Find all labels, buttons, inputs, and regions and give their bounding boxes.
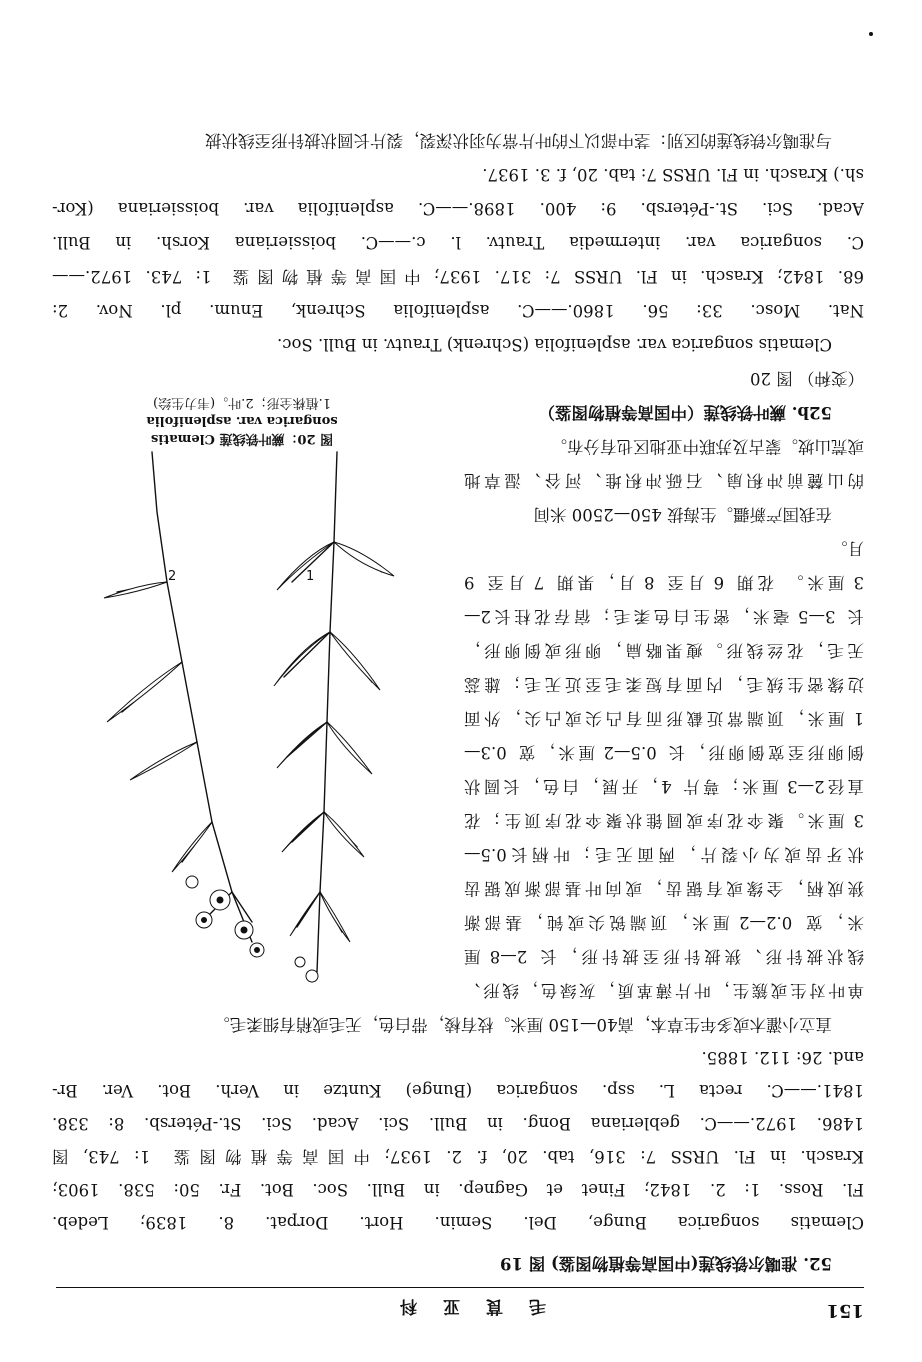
- entry-52b-citation-line: 68. 1842; Krasch. in Fl. URSS 7: 317. 1937; 中国高等植物图鉴 1: 743. 1972.——: [52, 267, 864, 286]
- description-line: 单叶对生或簇生，叶片薄革质，灰绿色，线形、: [464, 981, 864, 1000]
- entry-52-description: 直立小灌木或多年生草本，高40—150 厘米。枝有棱，带白色，无毛或稍有细柔毛。: [213, 1015, 832, 1034]
- description-line: 无毛，花丝线形。瘦果略扁，卵形或倒卵形，: [464, 641, 864, 660]
- description-line: 狭成柄，全缘或有锯齿，或向叶基部渐成锯齿: [464, 879, 864, 898]
- description-line: 3 厘米。聚伞花序或圆锥状聚伞花序顶生；花: [464, 811, 864, 830]
- entry-52b-citation-line: Nat. Mosc. 33: 56. 1860.——C. asplenifolia Schrenk, Enum. pl. Nov. 2:: [52, 301, 864, 320]
- plant-illustration: [72, 432, 452, 1012]
- entry-52-citation-line: 1486. 1972.——C. gebleriana Bong. in Bull. Sci. Acad. Sci. St.-Pétersb. 8: 338.: [52, 1114, 864, 1133]
- description-line: 1 厘米，顶端常近截形而有凸尖或凸尖，外面: [464, 709, 864, 728]
- entry-52b-heading: 52b. 蕨叶铁线莲（中国高等植物图鉴）: [538, 403, 832, 422]
- entry-52-citation-line: 1841.——C. recta L. ssp. songarica (Bunge) Kuntze in Verh. Bot. Ver. Br-: [52, 1081, 864, 1100]
- distribution-line: 在我国产新疆。生海拔 450—2500 米间: [533, 505, 832, 524]
- entry-52b-citation-line: Clematis songarica var. asplenifolia (Schrenk) Trautv. in Bull. Soc.: [277, 335, 832, 354]
- description-line: 长 3—5 毫米，密生白色柔毛；宿存花柱长2—: [464, 607, 864, 626]
- header-rule: [56, 1287, 864, 1288]
- entry-52b-citation-line: Acad. Sci. St.-Pétersb. 9: 400. 1898.——C. asplenifolia var. boissieriana (Kor-: [52, 199, 864, 218]
- page-number: 151: [826, 1300, 864, 1321]
- entry-52-citation-line: and. 26: 112. 1885.: [701, 1048, 864, 1067]
- figure-caption: [77, 393, 407, 447]
- entry-52-heading: 52. 准噶尔铁线莲(中国高等植物图鉴) 图 19: [499, 1254, 832, 1273]
- figure-label-2: 2: [168, 569, 177, 584]
- entry-52-citation-line: Fl. Ross. 1: 2. 1842; Finet et Gagnep. in Bull. Soc. Bot. Fr. 50: 538. 1903;: [52, 1180, 864, 1199]
- entry-52b-note: 与准噶尔铁线莲的区别：茎中部以下的叶片常为羽状深裂，裂片长圆状披针形至线状披: [205, 131, 832, 150]
- caption-parts: 1.植株全形；2.叶。(韦力生绘): [153, 395, 331, 410]
- caption-species: songarica var. asplenifolia: [146, 413, 338, 428]
- description-line: 米，宽 0.2—2 厘米，顶端锐尖或钝，基部渐: [464, 913, 864, 932]
- description-line: 状牙齿或为小裂片，两面无毛；叶柄长0.5—: [464, 845, 864, 864]
- entry-52-citation-line: Clematis songarica Bunge, Del. Semin. Hort. Dorpat. 8. 1839; Ledeb.: [52, 1213, 864, 1232]
- page-mark: [869, 32, 873, 36]
- caption-title: 图 20：蕨叶铁线莲 Clematis: [150, 431, 334, 446]
- entry-52-citation-line: Krasch. in Fl. URSS 7: 316, tab. 20, f. 2. 1937; 中国高等植物图鉴 1: 743, 图: [52, 1147, 864, 1166]
- entry-52b-citation-line: C. songarica var. intermedia Trautv. l. c.——C. boissieriana Korsh. in Bull.: [52, 233, 864, 252]
- description-line: 线状披针形、狭披针形至披针形，长 2—8 厘: [464, 947, 864, 966]
- description-line: 3 厘米。 花期 6 月至 8 月，果期 7 月至 9: [464, 573, 864, 592]
- entry-52b-subheading: （变种） 图 20: [750, 369, 864, 388]
- running-header: [56, 1287, 864, 1327]
- figure-label-1: 1: [306, 569, 315, 584]
- entry-52b-citation-line: sh.) Krasch. in Fl. URSS 7: tab. 20, f. 3. 1937.: [482, 165, 864, 184]
- description-line: 月。: [831, 539, 864, 558]
- distribution-line: 的山麓前冲积扇、石砾冲积堆、河谷、湿草地: [464, 471, 864, 490]
- distribution-line: 或荒山坡。蒙古及苏联中亚地区也有分布。: [550, 437, 864, 456]
- running-title: 毛茛亚科: [374, 1296, 546, 1316]
- description-line: 边缘密生绒毛，内面有短柔毛至近无毛；雄蕊: [464, 675, 864, 694]
- description-line: 直径2—3 厘米；萼片 4，开展，白色，长圆状: [464, 777, 864, 796]
- description-line: 倒卵形至宽倒卵形，长 0.5—2 厘米，宽 0.3—: [464, 743, 864, 762]
